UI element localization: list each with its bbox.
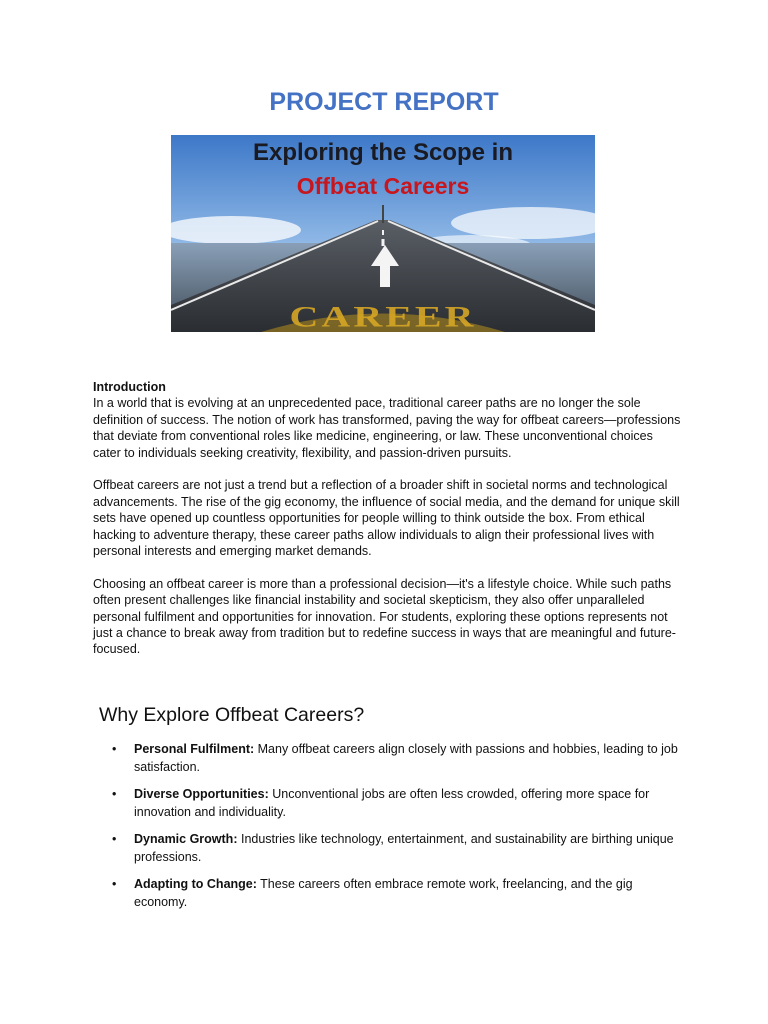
intro-paragraph-1: In a world that is evolving at an unprecedented pace, traditional career paths are no longer the sole definition of success. The notion of work has transformed, paving the way for offbeat careers—professions that deviate from conventional roles like medicine, engineering, or law. These unconventional choices cater to individuals seeking creativity, flexibility, and passion-driven pursuits. [93, 396, 681, 460]
list-item [108, 876, 678, 911]
reasons-list [108, 741, 678, 921]
banner-subheading: Offbeat Careers [296, 173, 470, 199]
banner-image [171, 135, 595, 332]
list-item-text: Unconventional jobs are often less crowded, offering more space for innovation and individuality. [134, 787, 650, 819]
list-item [108, 741, 678, 776]
list-item-label: Personal Fulfilment: [134, 742, 255, 756]
bullet-icon: • [112, 742, 117, 756]
list-item [108, 831, 678, 866]
why-heading: Why Explore Offbeat Careers? [99, 704, 365, 726]
list-item-label: Adapting to Change: [134, 877, 257, 891]
banner-heading: Exploring the Scope in [252, 139, 514, 166]
bullet-icon: • [112, 832, 117, 846]
introduction-section [93, 379, 683, 674]
list-item-text: These careers often embrace remote work, freelancing, and the gig economy. [134, 877, 633, 909]
list-item-text: Industries like technology, entertainment, and sustainability are birthing unique professions. [134, 832, 674, 864]
introduction-heading: Introduction [93, 380, 166, 394]
list-item-text: Many offbeat careers align closely with passions and hobbies, leading to job satisfaction. [134, 742, 678, 774]
intro-paragraph-3: Choosing an offbeat career is more than a professional decision—it's a lifestyle choice. While such paths often present challenges like financial instability and societal skepticism, they also offer unparalleled personal fulfilment and opportunities for innovation. For students, exploring these options represents not just a chance to break away from tradition but to redefine success in ways that are meaningful and future-focused. [93, 576, 676, 657]
list-item-label: Diverse Opportunities: [134, 787, 269, 801]
list-item-label: Dynamic Growth: [134, 832, 238, 846]
page-title: PROJECT REPORT [269, 88, 499, 116]
intro-paragraph-2: Offbeat careers are not just a trend but a reflection of a broader shift in societal norms and technological advancements. The rise of the gig economy, the influence of social media, and the demand for unique skill sets have opened up countless opportunities for people willing to think outside the box. From ethical hacking to adventure therapy, these career paths allow individuals to align their professional lives with personal interests and emerging market demands. [93, 478, 680, 559]
road-career-text: CAREER [289, 299, 477, 332]
list-item [108, 786, 678, 821]
bullet-icon: • [112, 787, 117, 801]
bullet-icon: • [112, 877, 117, 891]
